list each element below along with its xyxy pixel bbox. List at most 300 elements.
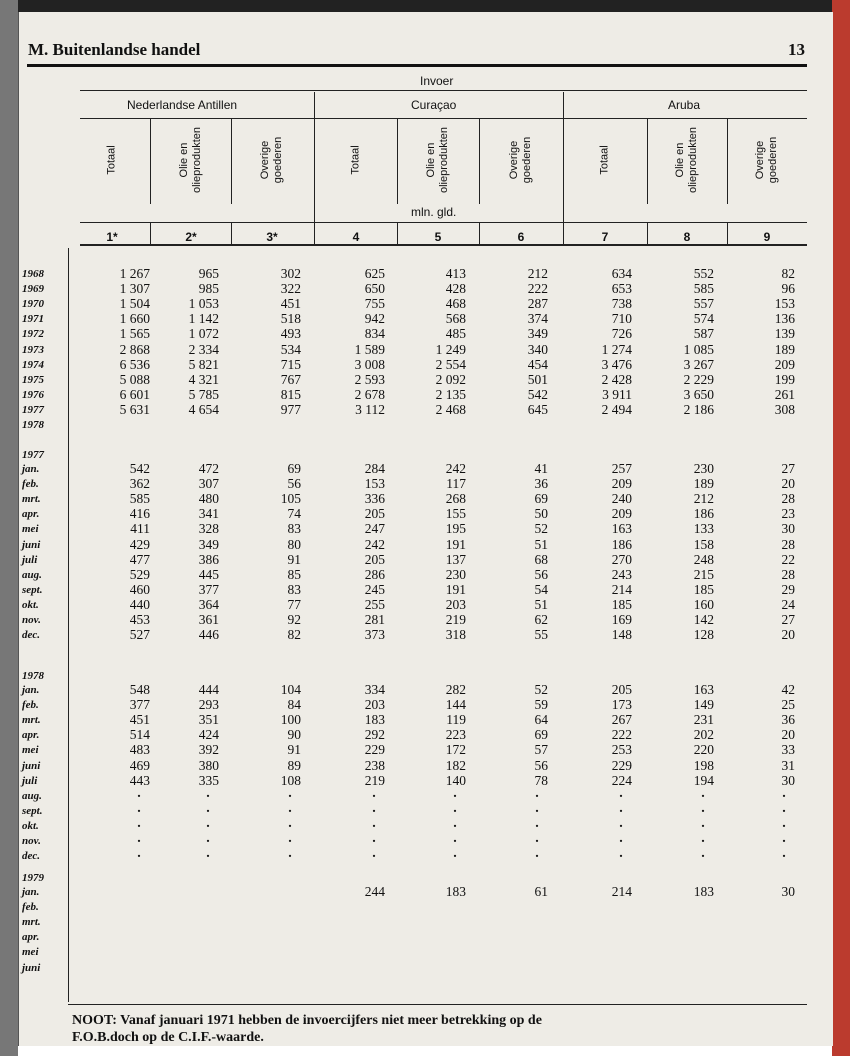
table-cell: 2 678	[354, 386, 385, 402]
subheader-col-9: Overige goederen	[754, 136, 779, 184]
row-label: mrt.	[22, 916, 41, 929]
table-cell: 444	[198, 682, 219, 697]
table-cell: 451	[280, 296, 301, 312]
table-cell-nodata: .	[137, 831, 141, 846]
table-cell: 1 565	[119, 326, 150, 342]
table-cell: 50	[534, 506, 548, 522]
table-cell: 834	[364, 326, 385, 342]
subheader-col-6: Overige goederen	[508, 136, 533, 184]
table-cell: 199	[774, 371, 795, 387]
table-cell: 3 008	[354, 356, 385, 372]
table-cell: 2 868	[119, 341, 150, 357]
table-cell: 1 307	[119, 281, 150, 297]
table-cell: 480	[198, 491, 219, 507]
table-cell: 1 504	[119, 296, 150, 312]
table-cell: 20	[781, 627, 795, 643]
table-cell-nodata: .	[619, 785, 623, 801]
table-cell: 2 092	[435, 371, 466, 387]
subheader-col-2: Olie en olieprodukten	[178, 126, 203, 194]
table-cell-nodata: .	[453, 846, 457, 862]
table-cell: 634	[611, 266, 632, 281]
table-cell: 56	[534, 566, 548, 582]
table-cell: 527	[129, 627, 150, 643]
table-cell: 529	[129, 566, 150, 582]
table-cell: 33	[781, 742, 795, 758]
table-cell-nodata: .	[288, 815, 292, 831]
table-cell: 585	[693, 281, 714, 297]
table-cell-nodata: .	[619, 800, 623, 816]
table-cell: 485	[445, 326, 466, 342]
table-cell-nodata: .	[206, 785, 210, 801]
table-cell: 4 654	[188, 401, 219, 417]
top-rule	[27, 64, 807, 67]
table-cell: 3 476	[601, 356, 632, 372]
table-cell: 203	[445, 596, 466, 612]
row-label: aug.	[22, 568, 42, 581]
table-cell: 240	[611, 491, 632, 507]
row-label: okt.	[22, 819, 39, 832]
table-cell: 5 088	[119, 371, 150, 387]
header-group-ned-antillen: Nederlandse Antillen	[127, 98, 238, 112]
table-cell: 186	[693, 506, 714, 522]
table-cell-nodata: .	[535, 815, 539, 831]
table-cell: 965	[198, 266, 219, 281]
table-cell-nodata: .	[701, 831, 705, 846]
table-cell-nodata: .	[619, 831, 623, 846]
table-cell: 182	[445, 757, 466, 773]
table-cell: 493	[280, 326, 301, 342]
table-cell-nodata: .	[206, 831, 210, 846]
table-cell: 248	[693, 551, 714, 567]
row-label: 1970	[22, 298, 44, 311]
table-cell: 349	[527, 326, 548, 342]
table-cell-nodata: .	[372, 846, 376, 862]
table-cell: 542	[129, 461, 150, 476]
table-cell: 2 468	[435, 401, 466, 417]
subheader-col-1: Totaal	[105, 145, 118, 175]
subheader-col-5: Olie en olieprodukten	[425, 126, 450, 194]
table-cell: 5 821	[188, 356, 219, 372]
table-cell: 153	[364, 476, 385, 492]
table-cell: 328	[198, 521, 219, 537]
row-label: apr.	[22, 729, 40, 742]
table-cell: 90	[287, 727, 301, 743]
table-cell: 183	[693, 884, 714, 899]
table-cell: 715	[280, 356, 301, 372]
table-cell: 501	[527, 371, 548, 387]
table-cell: 261	[774, 386, 795, 402]
table-cell: 20	[781, 727, 795, 743]
table-cell-nodata: .	[453, 785, 457, 801]
table-cell: 453	[129, 612, 150, 627]
table-cell: 54	[534, 581, 548, 597]
table-cell: 5 631	[119, 401, 150, 417]
table-cell: 284	[364, 461, 385, 476]
table-cell: 625	[364, 266, 385, 281]
table-cell: 2 334	[188, 341, 219, 357]
row-label: 1977	[22, 403, 44, 416]
row-label: apr.	[22, 508, 40, 521]
table-cell: 230	[693, 461, 714, 476]
table-cell: 1 249	[435, 341, 466, 357]
subheader-col-7: Totaal	[598, 145, 611, 175]
table-cell-nodata: .	[372, 831, 376, 846]
table-cell: 468	[445, 296, 466, 312]
header-group-aruba: Aruba	[668, 98, 701, 112]
table-cell-nodata: .	[137, 815, 141, 831]
table-cell: 454	[527, 356, 548, 372]
table-cell: 160	[693, 596, 714, 612]
table-cell: 77	[287, 596, 301, 612]
table-cell: 244	[364, 884, 385, 899]
table-cell-nodata: .	[206, 800, 210, 816]
table-cell: 1 274	[601, 341, 632, 357]
table-cell: 28	[781, 536, 795, 552]
table-cell: 83	[287, 521, 301, 537]
table-cell: 257	[611, 461, 632, 476]
table-cell: 24	[781, 596, 795, 612]
row-label: mei	[22, 744, 39, 757]
table-cell: 977	[280, 401, 301, 417]
row-label: sept.	[22, 583, 43, 596]
table-cell: 253	[611, 742, 632, 758]
table-cell: 268	[445, 491, 466, 507]
table-cell: 57	[534, 742, 548, 758]
table-cell: 56	[287, 476, 301, 492]
table-cell: 42	[781, 682, 795, 697]
table-cell: 2 186	[683, 401, 714, 417]
table-cell-nodata: .	[288, 800, 292, 816]
table-cell-nodata: .	[619, 846, 623, 862]
table-cell: 30	[781, 772, 795, 788]
table-cell: 1 267	[119, 266, 150, 281]
table-cell: 68	[534, 551, 548, 567]
table-cell: 985	[198, 281, 219, 297]
table-cell: 224	[611, 772, 632, 788]
table-cell: 51	[534, 596, 548, 612]
row-label: juli	[22, 774, 38, 787]
page-title: M. Buitenlandse handel	[28, 40, 201, 59]
scan-left-binding	[0, 0, 18, 1056]
table-cell: 373	[364, 627, 385, 643]
table-cell: 80	[287, 536, 301, 552]
table-cell: 191	[445, 536, 466, 552]
table-cell: 144	[445, 697, 466, 713]
table-cell: 238	[364, 757, 385, 773]
section-year-label: 1977	[22, 449, 44, 461]
table-cell-nodata: .	[782, 785, 786, 801]
subheader-col-3: Overige goederen	[259, 136, 284, 184]
table-cell-nodata: .	[137, 800, 141, 816]
table-cell: 89	[287, 757, 301, 773]
table-cell: 85	[287, 566, 301, 582]
table-cell: 83	[287, 581, 301, 597]
table-cell: 163	[693, 682, 714, 697]
scan-top-edge	[0, 0, 850, 12]
table-cell: 205	[364, 506, 385, 522]
table-cell: 128	[693, 627, 714, 643]
column-number: 7	[601, 230, 609, 244]
table-cell: 52	[534, 521, 548, 537]
table-cell: 220	[693, 742, 714, 758]
table-cell: 56	[534, 757, 548, 773]
table-cell: 446	[198, 627, 219, 643]
footnote-line-2: F.O.B.doch op de C.I.F.-waarde.	[72, 1030, 264, 1045]
table-cell: 557	[693, 296, 714, 312]
table-cell: 587	[693, 326, 714, 342]
table-cell: 229	[611, 757, 632, 773]
row-label: 1971	[22, 313, 44, 326]
table-cell: 3 267	[683, 356, 714, 372]
table-cell: 6 536	[119, 356, 150, 372]
table-cell: 119	[446, 712, 466, 728]
section-year-label: 1979	[22, 872, 44, 884]
table-cell: 335	[198, 772, 219, 788]
table-cell: 27	[781, 461, 795, 476]
table-cell: 92	[287, 612, 301, 627]
table-cell: 117	[446, 476, 466, 492]
table-cell: 185	[611, 596, 632, 612]
table-cell-nodata: .	[701, 846, 705, 862]
table-cell-nodata: .	[288, 846, 292, 862]
table-cell: 653	[611, 281, 632, 297]
column-number: 2*	[185, 230, 197, 244]
table-cell-nodata: .	[372, 785, 376, 801]
subheader-col-4: Totaal	[349, 145, 362, 175]
table-cell: 105	[280, 491, 301, 507]
table-cell: 189	[774, 341, 795, 357]
table-cell: 195	[445, 521, 466, 537]
row-label: mrt.	[22, 714, 41, 727]
table-cell: 349	[198, 536, 219, 552]
table-cell: 6 601	[119, 386, 150, 402]
table-cell: 767	[280, 371, 301, 387]
subheader-col-8: Olie en olieprodukten	[674, 126, 699, 194]
table-cell-nodata: .	[288, 831, 292, 846]
table-cell: 645	[527, 401, 548, 417]
table-cell: 209	[611, 476, 632, 492]
table-cell: 1 660	[119, 311, 150, 327]
table-cell: 36	[534, 476, 548, 492]
table-cell: 215	[693, 566, 714, 582]
table-cell: 336	[364, 491, 385, 507]
table-cell: 380	[198, 757, 219, 773]
table-cell: 245	[364, 581, 385, 597]
table-cell: 142	[693, 612, 714, 627]
table-cell: 542	[527, 386, 548, 402]
table-cell: 78	[534, 772, 548, 788]
table-cell: 28	[781, 566, 795, 582]
table-cell: 942	[364, 311, 385, 327]
table-cell: 186	[611, 536, 632, 552]
table-cell: 214	[611, 884, 632, 899]
row-label: 1978	[22, 419, 44, 431]
table-cell: 96	[781, 281, 795, 297]
table-cell: 55	[534, 627, 548, 643]
row-label: jan.	[22, 886, 40, 898]
table-cell: 183	[445, 884, 466, 899]
table-cell: 2 229	[683, 371, 714, 387]
table-cell: 286	[364, 566, 385, 582]
table-cell: 1 085	[683, 341, 714, 357]
table-cell: 104	[280, 682, 301, 697]
table-cell: 282	[445, 682, 466, 697]
row-label: okt.	[22, 598, 39, 611]
table-cell: 1 072	[188, 326, 219, 342]
column-number: 8	[683, 230, 691, 244]
table-cell: 69	[534, 727, 548, 743]
table-cell: 20	[781, 476, 795, 492]
row-label: feb.	[22, 699, 39, 712]
table-cell: 1 053	[188, 296, 219, 312]
table-cell: 242	[445, 461, 466, 476]
table-cell: 460	[129, 581, 150, 597]
table-cell-nodata: .	[619, 815, 623, 831]
table-cell: 322	[280, 281, 301, 297]
scan-right-cover	[832, 0, 850, 1056]
table-cell: 469	[129, 757, 150, 773]
table-cell-nodata: .	[535, 846, 539, 862]
table-cell: 270	[611, 551, 632, 567]
table-cell: 30	[781, 521, 795, 537]
table-cell: 2 593	[354, 371, 385, 387]
table-cell: 100	[280, 712, 301, 728]
table-cell: 340	[527, 341, 548, 357]
table-cell-nodata: .	[701, 785, 705, 801]
header-unit: mln. gld.	[411, 205, 457, 219]
table-cell: 209	[774, 356, 795, 372]
table-cell: 51	[534, 536, 548, 552]
row-label: feb.	[22, 901, 39, 914]
table-cell: 229	[364, 742, 385, 758]
table-cell: 361	[198, 612, 219, 627]
table-cell: 392	[198, 742, 219, 758]
table-cell: 231	[693, 712, 714, 728]
column-number: 1*	[106, 230, 118, 244]
table-cell: 74	[287, 506, 301, 522]
table-cell: 292	[364, 727, 385, 743]
table-cell: 91	[287, 551, 301, 567]
table-cell: 302	[280, 266, 301, 281]
table-cell: 84	[287, 697, 301, 713]
table-cell: 169	[611, 612, 632, 627]
row-label: juni	[22, 961, 41, 974]
row-label: 1968	[22, 268, 44, 280]
row-label: apr.	[22, 931, 40, 944]
table-cell: 440	[129, 596, 150, 612]
table-cell: 137	[445, 551, 466, 567]
table-cell: 451	[129, 712, 150, 728]
table-cell: 198	[693, 757, 714, 773]
table-cell: 424	[198, 727, 219, 743]
column-number: 4	[352, 230, 360, 244]
table-cell: 214	[611, 581, 632, 597]
row-label: juli	[22, 553, 38, 566]
table-cell: 1 589	[354, 341, 385, 357]
table-cell: 148	[611, 627, 632, 643]
table-cell: 62	[534, 612, 548, 627]
page-number: 13	[788, 40, 805, 59]
column-number: 3*	[266, 230, 278, 244]
row-label: mei	[22, 946, 39, 959]
table-cell: 443	[129, 772, 150, 788]
table-cell-nodata: .	[206, 815, 210, 831]
table-cell: 416	[129, 506, 150, 522]
table-cell: 2 554	[435, 356, 466, 372]
table-cell-nodata: .	[701, 800, 705, 816]
column-number: 9	[763, 230, 771, 244]
row-label: sept.	[22, 804, 43, 817]
table-cell: 3 112	[355, 401, 385, 417]
table-cell: 5 785	[188, 386, 219, 402]
table-cell-nodata: .	[288, 785, 292, 801]
table-cell: 183	[364, 712, 385, 728]
row-label: mei	[22, 523, 39, 536]
row-label: dec.	[22, 850, 41, 863]
table-cell: 219	[364, 772, 385, 788]
table-cell: 191	[445, 581, 466, 597]
table-cell: 308	[774, 401, 795, 417]
table-cell: 30	[781, 884, 795, 899]
table-cell: 815	[280, 386, 301, 402]
row-label: dec.	[22, 629, 41, 642]
table-cell-nodata: .	[453, 815, 457, 831]
column-number: 6	[517, 230, 525, 244]
row-label: 1975	[22, 373, 44, 386]
row-label: 1972	[22, 328, 44, 341]
table-cell: 552	[693, 266, 714, 281]
table-cell-nodata: .	[372, 815, 376, 831]
column-number: 5	[434, 230, 442, 244]
row-label: 1969	[22, 283, 44, 296]
table-cell: 386	[198, 551, 219, 567]
row-label: aug.	[22, 789, 42, 802]
table-cell-nodata: .	[137, 846, 141, 862]
table-cell: 153	[774, 296, 795, 312]
table-cell: 243	[611, 566, 632, 582]
table-cell: 194	[693, 772, 714, 788]
table-cell: 28	[781, 491, 795, 507]
table-cell: 710	[611, 311, 632, 327]
table-cell: 212	[527, 266, 548, 281]
table-cell: 91	[287, 742, 301, 758]
table-cell: 534	[280, 341, 301, 357]
table-cell: 1 142	[188, 311, 219, 327]
table-cell: 362	[129, 476, 150, 492]
table-cell: 514	[129, 727, 150, 743]
table-cell: 351	[198, 712, 219, 728]
footnote	[72, 1012, 542, 1046]
table-cell: 548	[129, 682, 150, 697]
table-cell: 477	[129, 551, 150, 567]
table-cell: 650	[364, 281, 385, 297]
table-cell: 307	[198, 476, 219, 492]
row-label: 1976	[22, 388, 44, 401]
table-cell: 255	[364, 596, 385, 612]
table-cell: 341	[198, 506, 219, 522]
table-cell: 222	[527, 281, 548, 297]
table-cell: 205	[364, 551, 385, 567]
table-cell-nodata: .	[782, 831, 786, 846]
table-cell: 52	[534, 682, 548, 697]
table-cell: 2 135	[435, 386, 466, 402]
table-cell: 64	[534, 712, 548, 728]
table-cell: 429	[129, 536, 150, 552]
table-cell-nodata: .	[535, 831, 539, 846]
table-cell: 189	[693, 476, 714, 492]
row-label: juni	[22, 538, 41, 551]
table-cell: 209	[611, 506, 632, 522]
